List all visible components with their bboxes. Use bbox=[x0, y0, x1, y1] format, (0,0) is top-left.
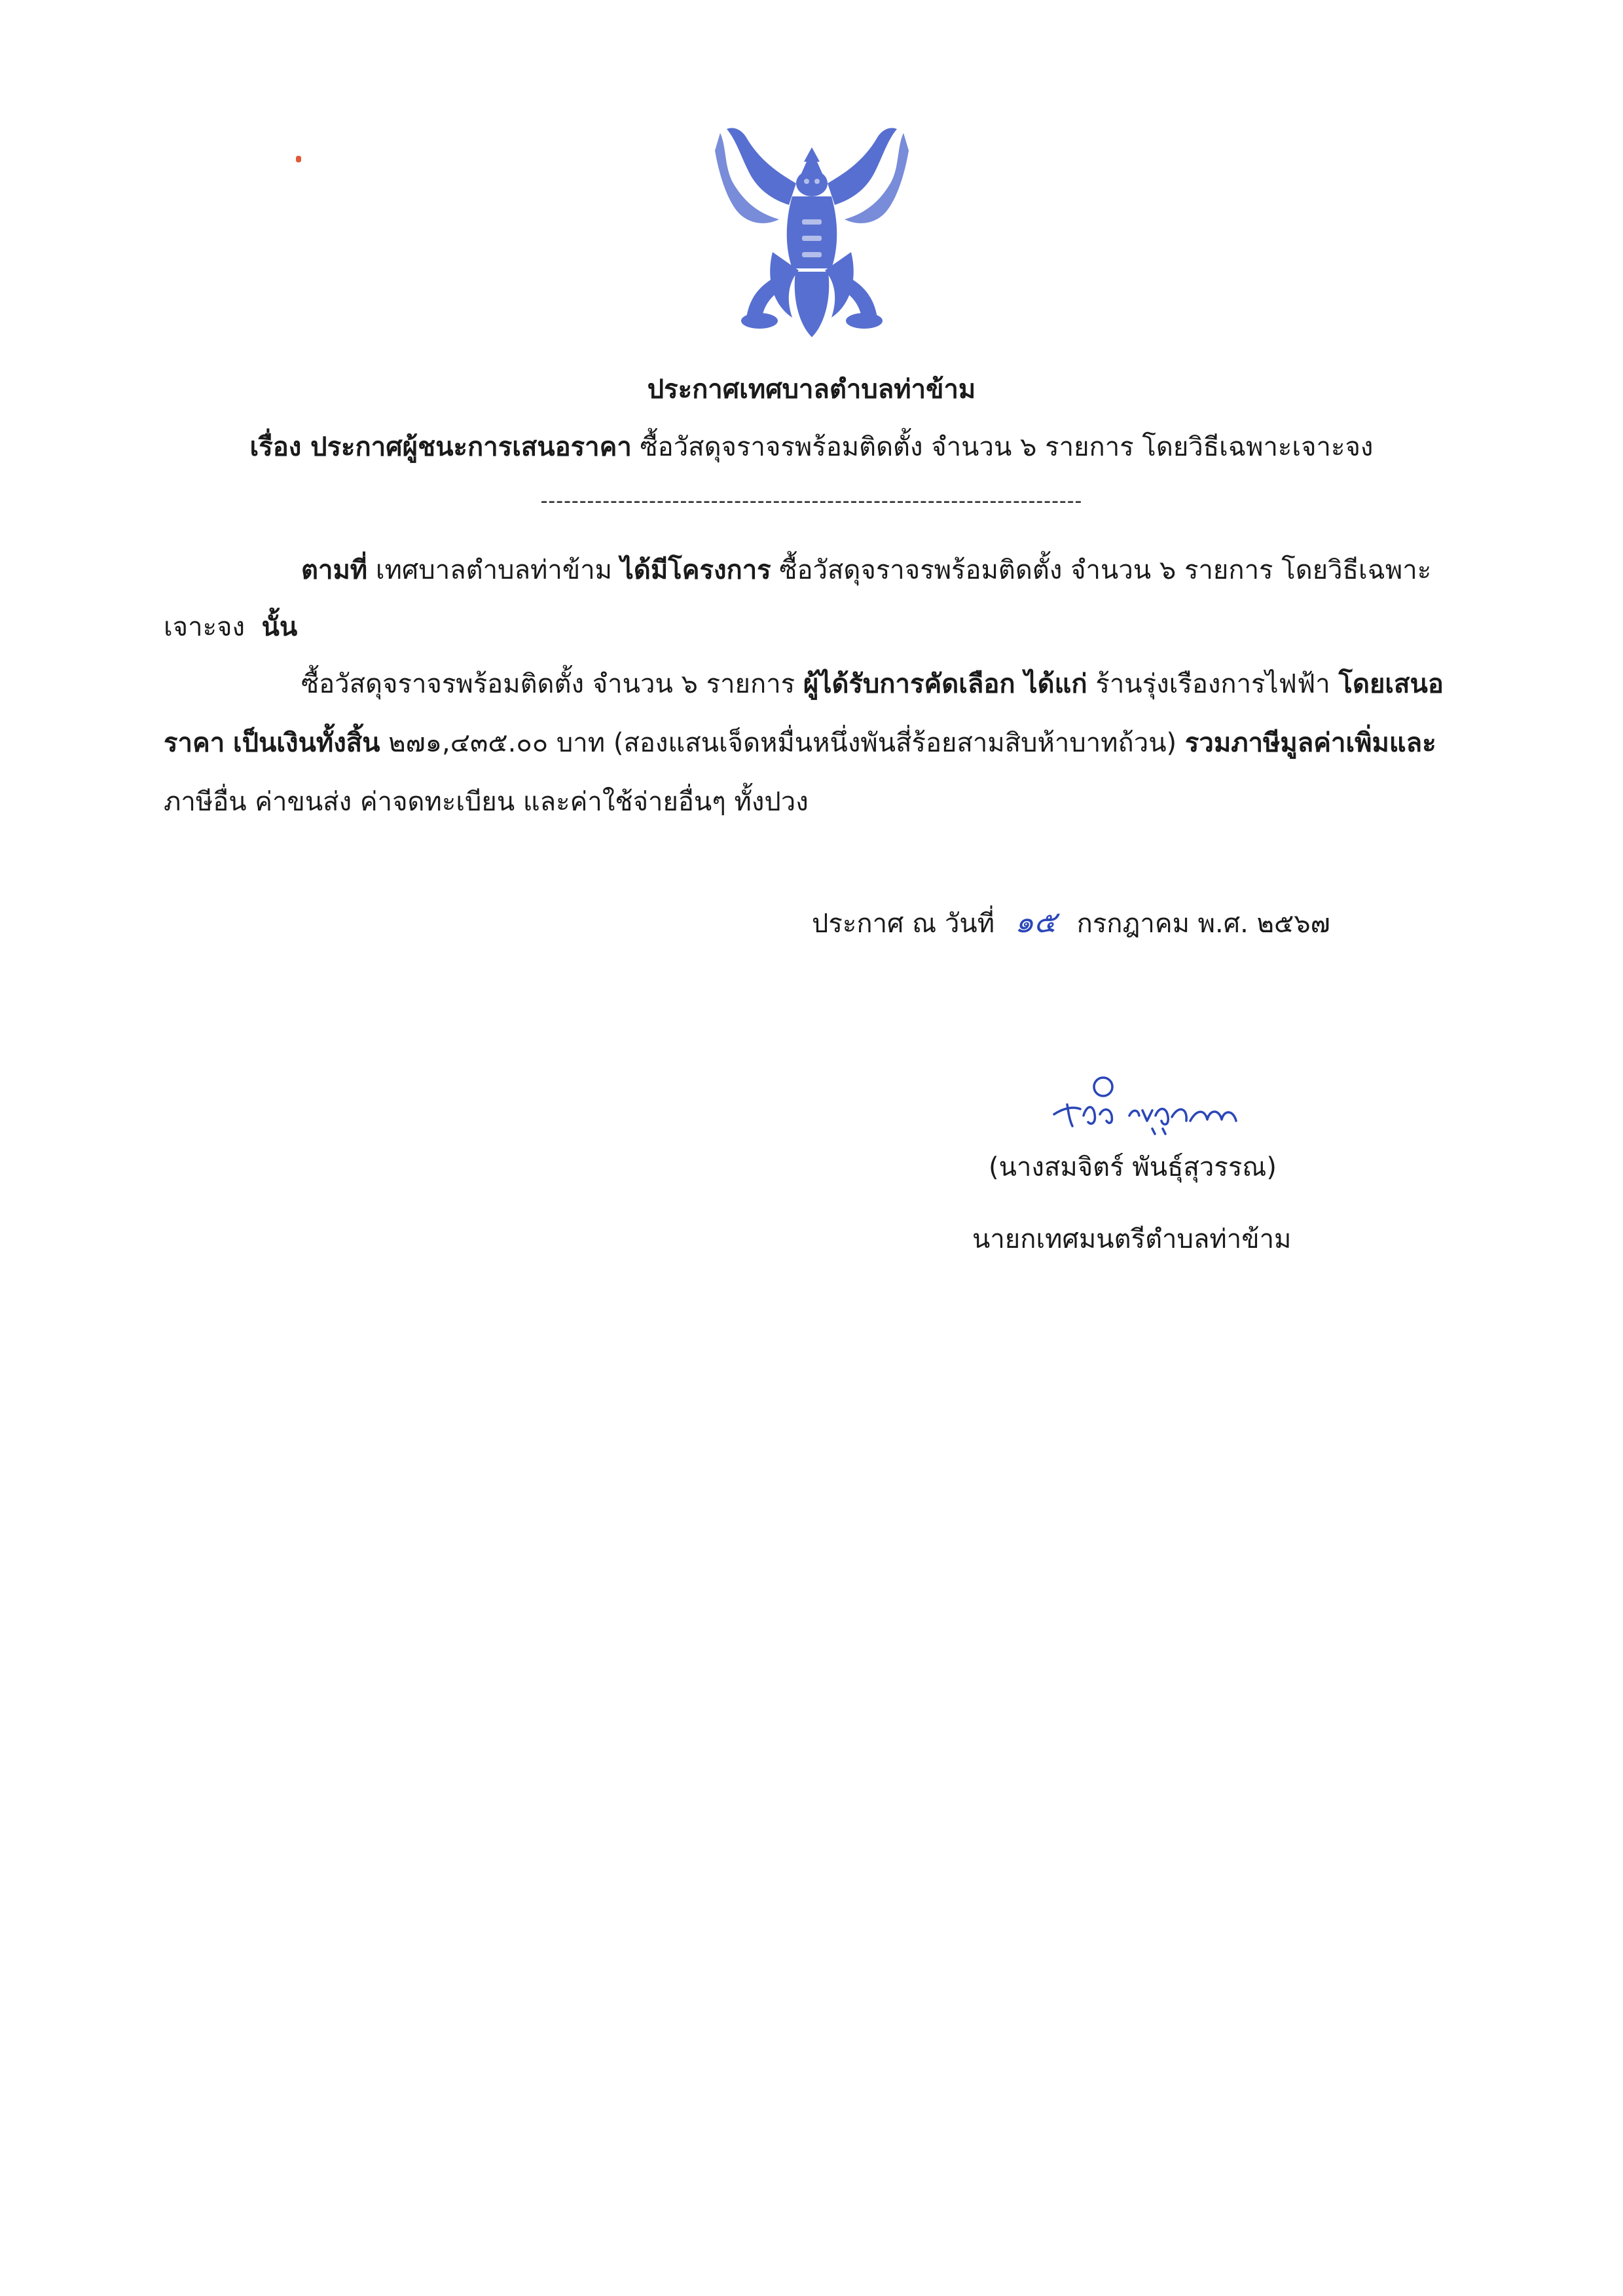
p2-price-label: ราคา bbox=[164, 728, 225, 758]
p1-lead: ตามที่ bbox=[301, 555, 368, 585]
date-prefix: ประกาศ ณ วันที่ bbox=[812, 909, 995, 939]
p1-cont: เจาะจง bbox=[164, 612, 246, 642]
ink-speck bbox=[296, 156, 301, 162]
p2-total-label: เป็นเงินทั้งสิ้น bbox=[232, 728, 380, 758]
p2-vat-label: รวมภาษีมูลค่าเพิ่มและ bbox=[1184, 728, 1436, 758]
paragraph-1-line-1 bbox=[301, 549, 1431, 591]
p2-item: ซื้อวัสดุจราจรพร้อมติดตั้ง จำนวน ๖ รายการ bbox=[301, 669, 795, 699]
date-month-year: กรกฎาคม พ.ศ. ๒๕๖๗ bbox=[1076, 909, 1330, 939]
p1-end: นั้น bbox=[261, 612, 298, 642]
document-subject bbox=[0, 426, 1623, 467]
p2-amount: ๒๗๑,๔๓๕.๐๐ บาท (สองแสนเจ็ดหมื่นหนึ่งพันสี่ร้อยสามสิบห้าบาทถ้วน) bbox=[388, 728, 1177, 758]
p2-vendor: ร้านรุ่งเรืองการไฟฟ้า bbox=[1095, 669, 1330, 699]
paragraph-2-line-3 bbox=[164, 780, 809, 822]
garuda-emblem-icon bbox=[681, 121, 943, 357]
paragraph-1-line-2 bbox=[164, 606, 297, 647]
document-title: ประกาศเทศบาลตำบลท่าข้าม bbox=[647, 374, 976, 405]
subject-label: เรื่อง ประกาศผู้ชนะการเสนอราคา bbox=[249, 432, 632, 462]
separator-line: ---------------------------------------------------------------------- bbox=[540, 490, 1083, 513]
date-day: ๑๕ bbox=[1014, 904, 1057, 939]
p2-others: ภาษีอื่น ค่าขนส่ง ค่าจดทะเบียน และค่าใช้จ่ายอื่นๆ ทั้งปวง bbox=[164, 787, 809, 817]
announcement-date bbox=[812, 898, 1330, 946]
subject-text: ซื้อวัสดุจราจรพร้อมติดตั้ง จำนวน ๖ รายการ โดยวิธีเฉพาะเจาะจง bbox=[640, 432, 1374, 462]
paragraph-2-line-2 bbox=[164, 721, 1436, 763]
p2-offer-label: โดยเสนอ bbox=[1338, 669, 1444, 699]
p1-project-label: ได้มีโครงการ bbox=[620, 555, 771, 585]
p1-project: ซื้อวัสดุจราจรพร้อมติดตั้ง จำนวน ๖ รายการ โดยวิธีเฉพาะ bbox=[779, 555, 1432, 585]
handwritten-signature bbox=[1048, 1068, 1257, 1140]
signatory-name: (นางสมจิตร์ พันธุ์สุวรรณ) bbox=[989, 1152, 1277, 1182]
p1-org: เทศบาลตำบลท่าข้าม bbox=[375, 555, 613, 585]
p2-selected-label: ผู้ได้รับการคัดเลือก ได้แก่ bbox=[803, 669, 1087, 699]
paragraph-2-line-1 bbox=[301, 663, 1444, 704]
signatory-position: นายกเทศมนตรีตำบลท่าข้าม bbox=[972, 1224, 1292, 1254]
